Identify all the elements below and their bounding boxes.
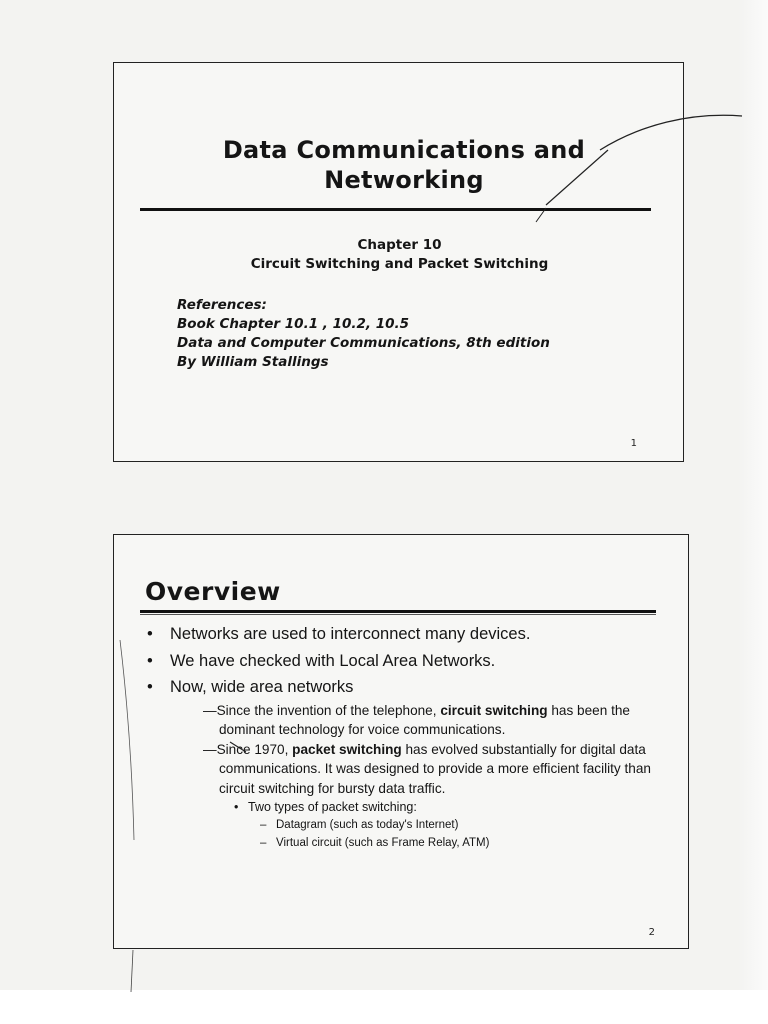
pen-stroke-tick [536,208,546,222]
bullet-text: Networks are used to interconnect many devices. [170,625,531,643]
pen-stroke-bottom-left [131,950,133,992]
references-heading: References: [177,297,267,313]
dash-icon: – [260,837,267,849]
sub-text: Since the invention of the telephone, [216,702,441,718]
title-line-1: Data Communications and [222,136,586,164]
title-line-2: Networking [324,166,484,194]
bullet-icon: • [147,651,153,670]
sub-text: Since 1970, [216,741,293,757]
type-text: Datagram (such as today's Internet) [276,819,459,831]
chapter-label: Chapter 10 [357,237,442,253]
reference-line: By William Stallings [177,354,329,370]
pen-stroke-diagonal [546,150,608,205]
reference-line: Book Chapter 10.1 , 10.2, 10.5 [177,316,410,332]
pen-stroke-left-margin [120,640,134,840]
em-dash: — [203,741,217,757]
bullet-text: We have checked with Local Area Networks. [170,651,496,670]
bullet-icon: • [147,678,153,696]
type-text: Virtual circuit (such as Frame Relay, ATM) [276,837,490,849]
bullet-icon: • [147,625,153,643]
bullet-icon: • [234,800,239,814]
em-dash: — [203,702,217,718]
sub-text: has been the dominant technology for voice communications. [219,702,630,737]
bold-term: packet switching [292,741,402,757]
slide-number: 1 [630,438,637,449]
sub-text: has evolved substantially for digital data communications. It was designed to provide a more efficient facility than circuit switching for bursty data traffic. [219,741,651,796]
chapter-subtitle: Circuit Switching and Packet Switching [250,256,549,272]
sub-sub-text: Two types of packet switching: [248,800,417,814]
pen-stroke-curve [600,115,742,150]
bold-term: circuit switching [440,702,548,718]
slide-number: 2 [648,927,655,938]
reference-line: Data and Computer Communications, 8th edition [177,335,550,351]
bullet-text: Now, wide area networks [170,678,354,696]
dash-icon: – [260,819,267,831]
slide-2-title: Overview [145,577,281,606]
pen-stroke-slash [230,742,246,752]
